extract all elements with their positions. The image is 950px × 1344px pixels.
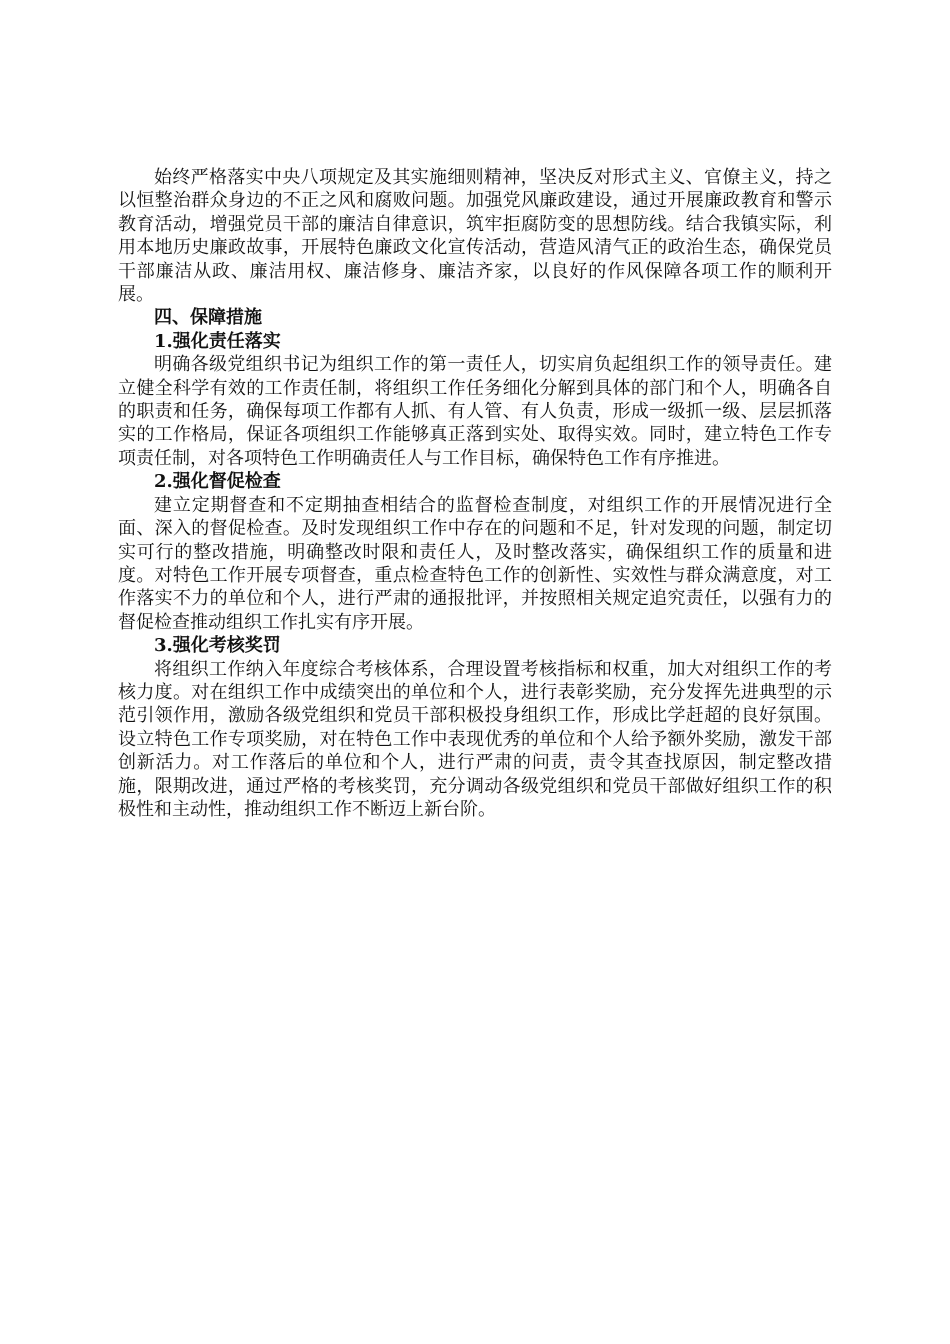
subheading-responsibility: 1.强化责任落实 bbox=[154, 330, 281, 352]
paragraph-assessment: 将组织工作纳入年度综合考核体系，合理设置考核指标和权重，加大对组织工作的考核力度。对在组织工作中成绩突出的单位和个人，进行表彰奖励，充分发挥先进典型的示范引领作用，激励各级党组织和党员干部积极投身组织工作，形成比学赶超的良好氛围。设立特色工作专项奖励，对在特色工作中表现优秀的单位和个人给予额外奖励，激发干部创新活力。对工作落后的单位和个人，进行严肃的问责，责令其查找原因，制定整改措施，限期改进，通过严格的考核奖罚，充分调动各级党组织和党员干部做好组织工作的积极性和主动性，推动组织工作不断迈上新台阶。 bbox=[118, 658, 832, 820]
paragraph-supervision: 建立定期督查和不定期抽查相结合的监督检查制度，对组织工作的开展情况进行全面、深入的督促检查。及时发现组织工作中存在的问题和不足，针对发现的问题，制定切实可行的整改措施，明确整改时限和责任人，及时整改落实，确保组织工作的质量和进度。对特色工作开展专项督查，重点检查特色工作的创新性、实效性与群众满意度，对工作落实不力的单位和个人，进行严肃的通报批评，并按照相关规定追究责任，以强有力的督促检查推动组织工作扎实有序开展。 bbox=[118, 494, 832, 633]
document-page bbox=[118, 166, 832, 821]
subheading-supervision: 2.强化督促检查 bbox=[154, 471, 281, 493]
section-heading-safeguards: 四、保障措施 bbox=[154, 307, 262, 329]
paragraph-responsibility: 明确各级党组织书记为组织工作的第一责任人，切实肩负起组织工作的领导责任。建立健全科学有效的工作责任制，将组织工作任务细化分解到具体的部门和个人，明确各自的职责和任务，确保每项工作都有人抓、有人管、有人负责，形成一级抓一级、层层抓落实的工作格局，保证各项组织工作能够真正落到实处、取得实效。同时，建立特色工作专项责任制，对各项特色工作明确责任人与工作目标，确保特色工作有序推进。 bbox=[118, 354, 832, 469]
paragraph-integrity: 始终严格落实中央八项规定及其实施细则精神，坚决反对形式主义、官僚主义，持之以恒整治群众身边的不正之风和腐败问题。加强党风廉政建设，通过开展廉政教育和警示教育活动，增强党员干部的廉洁自律意识，筑牢拒腐防变的思想防线。结合我镇实际，利用本地历史廉政故事，开展特色廉政文化宣传活动，营造风清气正的政治生态，确保党员干部廉洁从政、廉洁用权、廉洁修身、廉洁齐家，以良好的作风保障各项工作的顺利开展。 bbox=[118, 167, 832, 306]
subheading-assessment: 3.强化考核奖罚 bbox=[154, 635, 281, 657]
